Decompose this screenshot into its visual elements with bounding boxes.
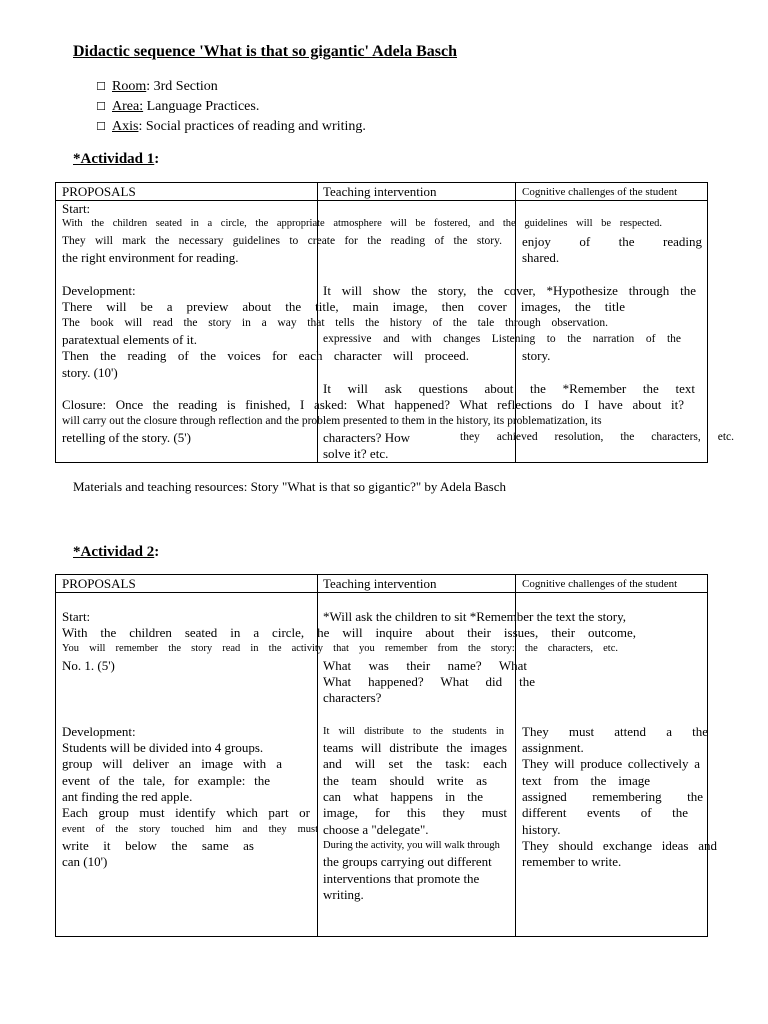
header-cognitive-challenges: Cognitive challenges of the student xyxy=(522,186,678,198)
text-line: With the children seated in a circle, he will inquire about their issues, their outcome, xyxy=(62,625,636,640)
text-line: Development: xyxy=(62,724,136,739)
axis-label: Axis xyxy=(112,119,139,134)
text-line: writing. xyxy=(323,887,364,902)
area-value: Language Practices. xyxy=(143,99,260,114)
text-line: The book will read the story in a way that tells the history of the tale through observation. xyxy=(62,317,608,329)
text-line: image, for this they must xyxy=(323,805,507,820)
text-line: enjoy of the reading xyxy=(522,234,702,249)
text-line: It will show the story, the cover, *Hypothesize through the xyxy=(323,283,696,298)
text-line: It will distribute to the students in xyxy=(323,726,504,737)
text-line: retelling of the story. (5') xyxy=(62,430,191,445)
text-line: Then the reading of the voices for each character will proceed. xyxy=(62,348,469,363)
text-line: It will ask questions about the *Remember the text xyxy=(323,381,695,396)
text-line: write it below the same as xyxy=(62,838,254,853)
header-proposals: PROPOSALS xyxy=(62,184,136,199)
text-line: They will mark the necessary guidelines to create for the reading of the story. xyxy=(62,235,502,247)
text-line: What happened? What did the xyxy=(323,674,535,689)
activity1-heading: *Actividad 1: xyxy=(73,151,160,167)
room-line xyxy=(96,79,218,95)
text-line: the right environment for reading. xyxy=(62,250,239,265)
text-line: can what happens in the xyxy=(323,789,483,804)
header-cognitive-challenges: Cognitive challenges of the student xyxy=(522,578,678,590)
text-line: history. xyxy=(522,822,561,837)
axis-line xyxy=(96,119,366,135)
header-teaching-intervention: Teaching intervention xyxy=(323,184,437,199)
text-line: *Will ask the children to sit *Remember the text the story, xyxy=(323,609,626,624)
bullet-icon: ☐ xyxy=(96,121,106,133)
activity2-heading: *Actividad 2: xyxy=(73,544,160,560)
text-line: teams will distribute the images xyxy=(323,740,507,755)
text-line: paratextual elements of it. xyxy=(62,332,198,347)
room-label: Room xyxy=(112,79,147,94)
activity2-table xyxy=(55,574,717,937)
header-proposals: PROPOSALS xyxy=(62,576,136,591)
text-line: the team should write as xyxy=(323,773,487,788)
text-line: solve it? etc. xyxy=(323,446,389,461)
text-line: There will be a preview about the title, main image, then cover images, the title xyxy=(62,299,625,314)
text-line: story. xyxy=(522,348,551,363)
text-line: different events of the xyxy=(522,805,688,820)
room-value: : 3rd Section xyxy=(146,79,218,94)
bullet-icon: ☐ xyxy=(96,81,106,93)
text-line: remember to write. xyxy=(522,854,622,869)
text-line: Start: xyxy=(62,201,91,216)
text-line: They should exchange ideas and xyxy=(522,838,717,853)
text-line: What was their name? What xyxy=(323,658,527,673)
text-line: will carry out the closure through reflection and the problem presented to them in the history, its problematization, its xyxy=(62,415,602,427)
text-line: Students will be divided into 4 groups. xyxy=(62,740,264,755)
text-line: they achieved resolution, the characters, etc. xyxy=(460,431,734,443)
document-title: Didactic sequence 'What is that so gigantic' Adela Basch xyxy=(73,43,458,60)
text-line: characters? xyxy=(323,690,382,705)
text-line: They must attend a the xyxy=(522,724,708,739)
text-line: event of the story touched him and they must xyxy=(62,824,318,835)
text-line: ant finding the red apple. xyxy=(62,789,193,804)
text-line: You will remember the story read in the activity that you remember from the story: the characters, etc. xyxy=(62,643,618,654)
text-line: story. (10') xyxy=(62,365,118,380)
text-line: interventions that promote the xyxy=(323,871,480,886)
text-line: choose a "delegate". xyxy=(323,822,429,837)
text-line: Closure: Once the reading is finished, I asked: What happened? What reflections do I have about it? xyxy=(62,397,684,412)
activity1-table xyxy=(55,182,734,463)
bullet-icon: ☐ xyxy=(96,101,106,113)
text-line: group will deliver an image with a xyxy=(62,756,282,771)
text-line: and will set the task: each xyxy=(323,756,507,771)
text-line: event of the tale, for example: the xyxy=(62,773,270,788)
axis-value: : Social practices of reading and writing. xyxy=(138,119,366,134)
text-line: assignment. xyxy=(522,740,584,755)
text-line: During the activity, you will walk through xyxy=(323,840,500,851)
text-line: expressive and with changes Listening to the narration of the xyxy=(323,333,681,345)
text-line: characters? How xyxy=(323,430,410,445)
header-teaching-intervention: Teaching intervention xyxy=(323,576,437,591)
text-line: can (10') xyxy=(62,854,108,869)
text-line: Start: xyxy=(62,609,91,624)
area-line xyxy=(96,99,259,115)
materials-line: Materials and teaching resources: Story "What is that so gigantic?" by Adela Basch xyxy=(73,479,506,494)
text-line: Each group must identify which part or xyxy=(62,805,310,820)
text-line: shared. xyxy=(522,250,560,265)
text-line: assigned remembering the xyxy=(522,789,703,804)
text-line: No. 1. (5') xyxy=(62,658,115,673)
text-line: the groups carrying out different xyxy=(323,854,492,869)
area-label: Area: xyxy=(112,99,144,114)
text-line: text from the image xyxy=(522,773,650,788)
table-header-divider xyxy=(56,592,707,593)
text-line: They will produce collectively a xyxy=(522,756,700,771)
text-line: With the children seated in a circle, the appropriate atmosphere will be fostered, and the guidelines will be respected. xyxy=(62,218,662,229)
table-header-divider xyxy=(56,200,707,201)
text-line: Development: xyxy=(62,283,136,298)
